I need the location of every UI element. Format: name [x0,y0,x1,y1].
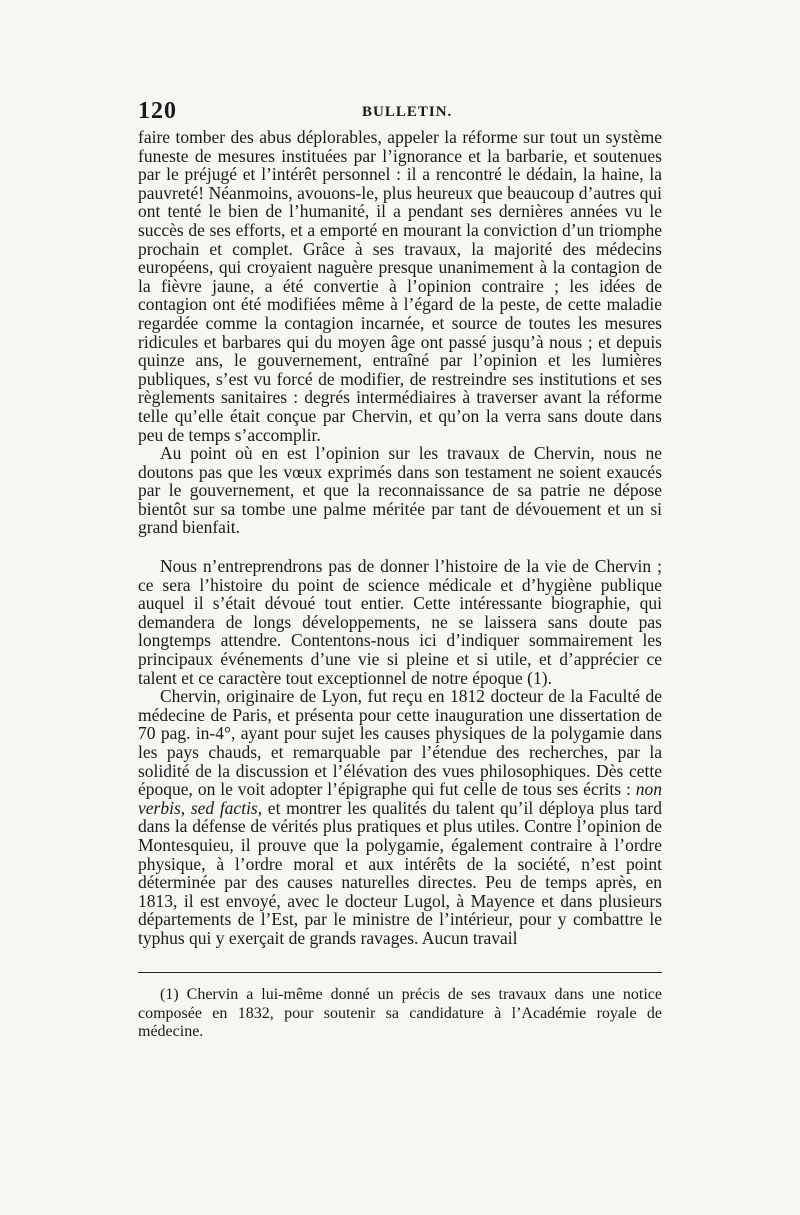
motto-text: non verbis, sed factis [138,779,662,818]
running-head: BULLETIN. [362,104,453,120]
footnote: (1) Chervin a lui-même donné un précis de ses travaux dans une notice composée en 1832, pour soutenir sa candidature à l’Académie royale de médecine. [138,986,662,1041]
paragraph-4-start: Chervin, originaire de Lyon, fut reçu en 1812 docteur de la Faculté de médecine de Paris, et présenta pour cette inauguration une dissertation de 70 pag. in-4°, ayant pour sujet les causes physiques de la polygamie dans les pays chauds, et remarquable par l’étendue des recherches, par la solidité de la discussion et l’élévation des vues philosophiques. Dès cette époque, on le voit adopter l’épigraphe qui fut celle de tous ses écrits : [138,686,662,800]
main-text [138,128,662,948]
paragraph-1: faire tomber des abus déplorables, appeler la réforme sur tout un système funeste de mesures instituées par l’ignorance et la barbarie, et soutenues par le préjugé et l’intérêt personnel : il a rencontré le dédain, la haine, la pauvreté! Néanmoins, avouons-le, plus heureux que beaucoup d’autres qui ont tenté le bien de l’humanité, il a pendant ses dernières années vu le succès de ses efforts, et a emporté en mourant la conviction d’un triomphe prochain et complet. Grâce à ses travaux, la majorité des médecins européens, qui croyaient naguère presque unanimement à la contagion de la fièvre jaune, a été convertie à l’opinion contraire ; les idées de contagion ont été modifiées même à l’égard de la peste, de cette maladie regardée comme la contagion incarnée, et source de toutes les mesures ridicules et barbares qui du moyen âge ont passé jusqu’à nous ; et depuis quinze ans, le gouvernement, entraîné par l’opinion et les lumières publiques, s’est vu forcé de modifier, de restreindre ses institutions et ses règlements sanitaires : degrés intermédiaires à traverser avant la réforme telle qu’elle était conçue par Chervin, et qu’on la verra sans doute dans peu de temps s’accomplir. [138,127,662,445]
footnote-divider [138,972,662,973]
paragraph-4 [138,687,662,947]
paragraph-2: Au point où en est l’opinion sur les travaux de Chervin, nous ne doutons pas que les vœux exprimés dans son testament ne soient exaucés par le gouvernement, et que la reconnaissance de sa patrie ne dépose bientôt sur sa tombe une palme méritée par tant de dévouement et un si grand bienfait. [138,443,662,538]
paragraph-3: Nous n’entreprendrons pas de donner l’histoire de la vie de Chervin ; ce sera l’histoire du point de science médicale et d’hygiène publique auquel il s’était dévoué tout entier. Cette intéressante biographie, qui demandera de longs développements, ne se laissera sans doute pas longtemps attendre. Contentons-nous ici d’indiquer sommairement les principaux événements d’une vie si pleine et si utile, et d’apprécier ce talent et ce caractère tout exceptionnel de notre époque (1). [138,556,662,688]
paragraph-4-end: , et montrer les qualités du talent qu’il déploya plus tard dans la défense de vérités plus pratiques et plus utiles. Contre l’opinion de Montesquieu, il prouve que la polygamie, également contraire à l’ordre physique, à l’ordre moral et aux intérêts de la société, n’est point déterminée par des causes naturelles directes. Peu de temps après, en 1813, il est envoyé, avec le docteur Lugol, à Mayence et dans plusieurs départements de l’Est, par le ministre de l’intérieur, pour y combattre le typhus qui y exerçait de grands ravages. Aucun travail [138,797,662,948]
page-header [138,98,662,124]
page-number: 120 [138,98,177,124]
